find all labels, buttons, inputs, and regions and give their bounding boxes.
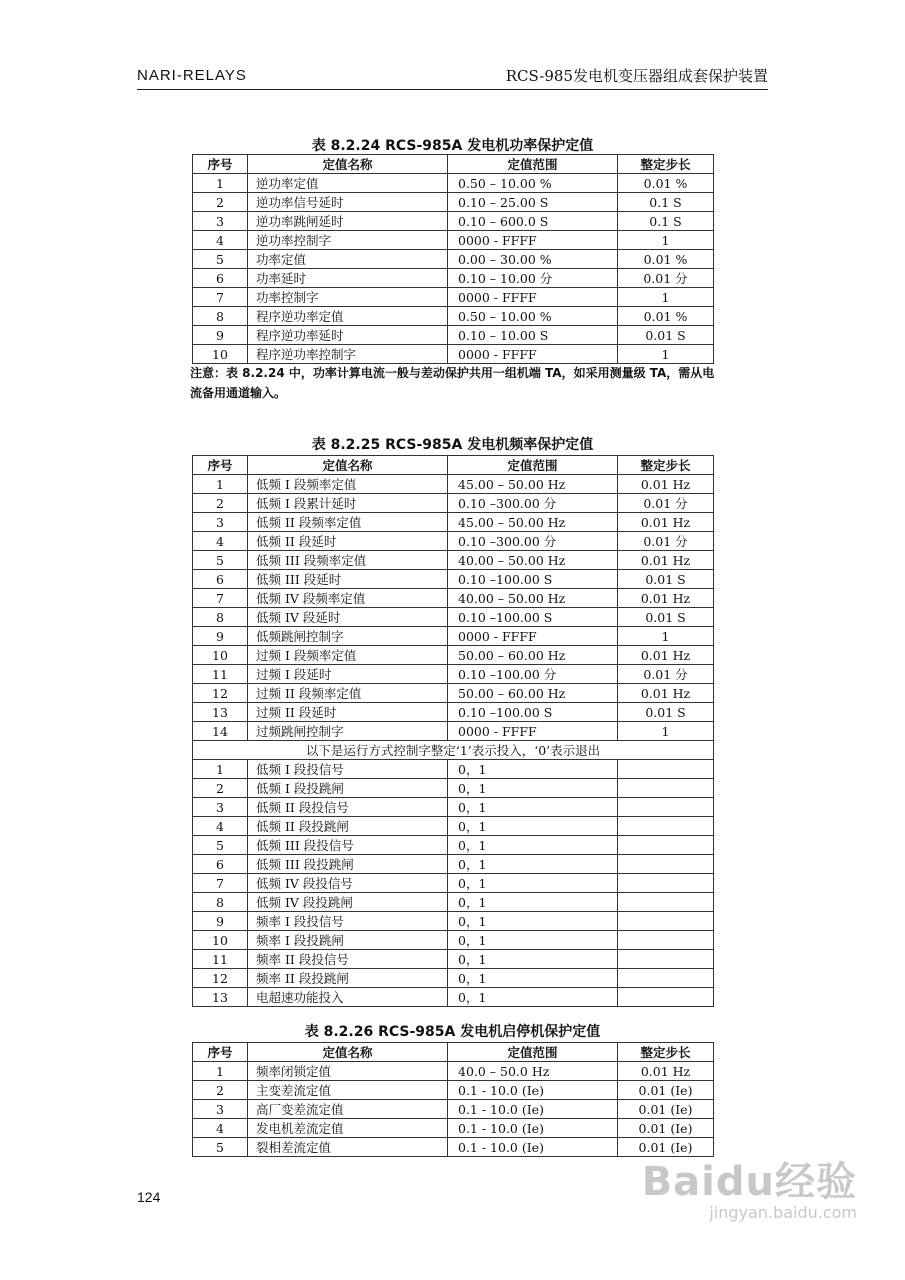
- cell-name: 低频 IV 段频率定值: [248, 589, 448, 608]
- table-row: [193, 174, 714, 193]
- cell-range: 0.10 – 600.0 S: [448, 212, 618, 231]
- cell-name: 过频 II 段频率定值: [248, 684, 448, 703]
- cell-step: [618, 931, 714, 950]
- table-row: [193, 779, 714, 798]
- cell-step: [618, 969, 714, 988]
- cell-step: 0.01 (Ie): [618, 1138, 714, 1157]
- watermark: [642, 1150, 857, 1222]
- cell-range: 45.00 – 50.00 Hz: [448, 475, 618, 494]
- cell-range: 0.1 - 10.0 (Ie): [448, 1138, 618, 1157]
- cell-name: 频率 I 段投跳闸: [248, 931, 448, 950]
- cell-index: 5: [193, 1138, 248, 1157]
- cell-index: 13: [193, 988, 248, 1007]
- cell-range: 0，1: [448, 855, 618, 874]
- cell-index: 8: [193, 893, 248, 912]
- cell-index: 14: [193, 722, 248, 741]
- table-row: [193, 836, 714, 855]
- column-header: 定值范围: [448, 1043, 618, 1062]
- cell-range: 0.10 –100.00 S: [448, 703, 618, 722]
- cell-index: 4: [193, 1119, 248, 1138]
- cell-range: 0，1: [448, 817, 618, 836]
- cell-range: 0.10 –100.00 S: [448, 608, 618, 627]
- cell-index: 7: [193, 288, 248, 307]
- cell-range: 0.00 – 30.00 %: [448, 250, 618, 269]
- column-header: 序号: [193, 1043, 248, 1062]
- cell-index: 3: [193, 798, 248, 817]
- table-row: [193, 193, 714, 212]
- column-header: 整定步长: [618, 456, 714, 475]
- cell-range: 0，1: [448, 950, 618, 969]
- table-row: [193, 231, 714, 250]
- table-start-stop-protection: [192, 1042, 714, 1157]
- table-row: [193, 1100, 714, 1119]
- header-row: [193, 456, 714, 475]
- cell-step: [618, 817, 714, 836]
- cell-index: 4: [193, 817, 248, 836]
- cell-step: 0.01 %: [618, 250, 714, 269]
- table-row: [193, 475, 714, 494]
- cell-index: 2: [193, 779, 248, 798]
- cell-step: 0.01 S: [618, 326, 714, 345]
- header-row: [193, 155, 714, 174]
- header-row: [193, 1043, 714, 1062]
- cell-name: 低频 II 段频率定值: [248, 513, 448, 532]
- table-row: [193, 570, 714, 589]
- table-row: [193, 912, 714, 931]
- cell-step: [618, 855, 714, 874]
- cell-index: 10: [193, 345, 248, 364]
- cell-index: 3: [193, 513, 248, 532]
- cell-step: 0.01 S: [618, 703, 714, 722]
- table-row: [193, 684, 714, 703]
- table-row: [193, 212, 714, 231]
- cell-range: 0，1: [448, 760, 618, 779]
- cell-range: 0000 - FFFF: [448, 288, 618, 307]
- cell-index: 8: [193, 608, 248, 627]
- cell-name: 低频 I 段累计延时: [248, 494, 448, 513]
- column-header: 定值范围: [448, 155, 618, 174]
- table-row: [193, 1119, 714, 1138]
- cell-range: 0.10 – 10.00 分: [448, 269, 618, 288]
- cell-range: 0.1 - 10.0 (Ie): [448, 1081, 618, 1100]
- cell-index: 4: [193, 532, 248, 551]
- cell-range: 0，1: [448, 988, 618, 1007]
- cell-index: 1: [193, 760, 248, 779]
- cell-index: 2: [193, 193, 248, 212]
- cell-step: 0.01 %: [618, 174, 714, 193]
- cell-range: 0000 - FFFF: [448, 722, 618, 741]
- cell-step: 1: [618, 345, 714, 364]
- table-row: [193, 589, 714, 608]
- cell-name: 低频 I 段投信号: [248, 760, 448, 779]
- header-right: RCS-985发电机变压器组成套保护装置: [505, 67, 768, 85]
- cell-range: 0.1 - 10.0 (Ie): [448, 1119, 618, 1138]
- table-row: [193, 855, 714, 874]
- cell-range: 0.10 –300.00 分: [448, 532, 618, 551]
- cell-name: 低频 IV 段投信号: [248, 874, 448, 893]
- cell-step: 0.01 (Ie): [618, 1081, 714, 1100]
- cell-range: 40.0 – 50.0 Hz: [448, 1062, 618, 1081]
- cell-range: 40.00 – 50.00 Hz: [448, 589, 618, 608]
- cell-index: 2: [193, 494, 248, 513]
- table-row: [193, 931, 714, 950]
- table1-caption: 表 8.2.24 RCS-985A 发电机功率保护定值: [311, 138, 594, 154]
- cell-step: [618, 836, 714, 855]
- table-row: [193, 969, 714, 988]
- cell-range: 0.10 –100.00 S: [448, 570, 618, 589]
- note: 注意：表 8.2.24 中，功率计算电流一般与差动保护共用一组机端 TA，如采用测量级 TA，需从电流备用通道输入。: [190, 366, 715, 400]
- cell-index: 4: [193, 231, 248, 250]
- column-header: 定值范围: [448, 456, 618, 475]
- table-power-protection: [192, 154, 714, 364]
- cell-index: 1: [193, 174, 248, 193]
- cell-index: 9: [193, 912, 248, 931]
- cell-name: 低频 III 段投信号: [248, 836, 448, 855]
- cell-step: 0.01 (Ie): [618, 1100, 714, 1119]
- cell-step: 0.01 分: [618, 532, 714, 551]
- cell-index: 8: [193, 307, 248, 326]
- merged-note-cell: 以下是运行方式控制字整定‘1’表示投入，‘0’表示退出: [193, 741, 714, 760]
- column-header: 整定步长: [618, 1043, 714, 1062]
- cell-name: 程序逆功率延时: [248, 326, 448, 345]
- cell-index: 11: [193, 665, 248, 684]
- table-row: [193, 1062, 714, 1081]
- cell-name: 过频 I 段频率定值: [248, 646, 448, 665]
- cell-name: 低频 II 段投跳闸: [248, 817, 448, 836]
- cell-step: 0.01 分: [618, 665, 714, 684]
- cell-name: 发电机差流定值: [248, 1119, 448, 1138]
- cell-name: 低频跳闸控制字: [248, 627, 448, 646]
- cell-step: 0.01 (Ie): [618, 1119, 714, 1138]
- cell-index: 1: [193, 475, 248, 494]
- cell-name: 低频 III 段投跳闸: [248, 855, 448, 874]
- table-row: [193, 627, 714, 646]
- table-row: [193, 250, 714, 269]
- cell-range: 0000 - FFFF: [448, 627, 618, 646]
- cell-name: 低频 II 段延时: [248, 532, 448, 551]
- cell-index: 5: [193, 551, 248, 570]
- cell-step: 1: [618, 288, 714, 307]
- cell-index: 5: [193, 250, 248, 269]
- cell-range: 45.00 – 50.00 Hz: [448, 513, 618, 532]
- cell-index: 2: [193, 1081, 248, 1100]
- cell-name: 功率定值: [248, 250, 448, 269]
- cell-step: 1: [618, 231, 714, 250]
- cell-index: 9: [193, 627, 248, 646]
- watermark-brand: Baidu经验: [641, 1159, 857, 1205]
- cell-range: 0.50 – 10.00 %: [448, 174, 618, 193]
- cell-index: 12: [193, 684, 248, 703]
- cell-step: [618, 874, 714, 893]
- table-row: [193, 532, 714, 551]
- cell-range: 50.00 – 60.00 Hz: [448, 684, 618, 703]
- cell-step: 0.1 S: [618, 212, 714, 231]
- cell-index: 7: [193, 589, 248, 608]
- cell-range: 0，1: [448, 893, 618, 912]
- table-row: [193, 665, 714, 684]
- cell-step: 0.01 Hz: [618, 684, 714, 703]
- table-row: [193, 950, 714, 969]
- cell-index: 3: [193, 212, 248, 231]
- cell-range: 0.10 –300.00 分: [448, 494, 618, 513]
- cell-range: 50.00 – 60.00 Hz: [448, 646, 618, 665]
- table-frequency-protection: [192, 455, 714, 1007]
- cell-range: 0.10 – 25.00 S: [448, 193, 618, 212]
- cell-range: 0000 - FFFF: [448, 231, 618, 250]
- table-row: [193, 988, 714, 1007]
- cell-range: 0000 - FFFF: [448, 345, 618, 364]
- cell-name: 低频 I 段频率定值: [248, 475, 448, 494]
- watermark-url: jingyan.baidu.com: [709, 1203, 857, 1222]
- cell-name: 功率延时: [248, 269, 448, 288]
- cell-name: 逆功率信号延时: [248, 193, 448, 212]
- cell-step: 0.01 Hz: [618, 1062, 714, 1081]
- cell-name: 频率 I 段投信号: [248, 912, 448, 931]
- cell-step: [618, 798, 714, 817]
- column-header: 定值名称: [248, 155, 448, 174]
- cell-step: 0.01 分: [618, 494, 714, 513]
- cell-step: 0.01 %: [618, 307, 714, 326]
- table-row: [193, 646, 714, 665]
- table-row: [193, 326, 714, 345]
- cell-range: 0，1: [448, 798, 618, 817]
- table-row: [193, 345, 714, 364]
- header-left: NARI-RELAYS: [137, 67, 247, 84]
- cell-range: 0，1: [448, 874, 618, 893]
- table-row: [193, 798, 714, 817]
- cell-name: 程序逆功率定值: [248, 307, 448, 326]
- cell-name: 频率 II 段投信号: [248, 950, 448, 969]
- cell-name: 低频 II 段投信号: [248, 798, 448, 817]
- cell-index: 12: [193, 969, 248, 988]
- table-row: [193, 760, 714, 779]
- table2-caption: 表 8.2.25 RCS-985A 发电机频率保护定值: [311, 437, 594, 453]
- cell-range: 0.1 - 10.0 (Ie): [448, 1100, 618, 1119]
- cell-step: [618, 760, 714, 779]
- table-row: [193, 307, 714, 326]
- cell-range: 0，1: [448, 912, 618, 931]
- cell-step: 0.1 S: [618, 193, 714, 212]
- table-row: [193, 513, 714, 532]
- cell-step: 0.01 S: [618, 608, 714, 627]
- cell-step: [618, 988, 714, 1007]
- cell-name: 裂相差流定值: [248, 1138, 448, 1157]
- cell-name: 低频 III 段频率定值: [248, 551, 448, 570]
- cell-index: 9: [193, 326, 248, 345]
- table-row: [193, 722, 714, 741]
- cell-name: 频率闭锁定值: [248, 1062, 448, 1081]
- page-number: 124: [137, 1189, 161, 1205]
- table-row: [193, 817, 714, 836]
- cell-index: 10: [193, 646, 248, 665]
- cell-index: 7: [193, 874, 248, 893]
- column-header: 整定步长: [618, 155, 714, 174]
- cell-step: 0.01 Hz: [618, 646, 714, 665]
- cell-range: 0.10 –100.00 分: [448, 665, 618, 684]
- cell-step: 0.01 Hz: [618, 551, 714, 570]
- cell-name: 过频 I 段延时: [248, 665, 448, 684]
- cell-name: 过频跳闸控制字: [248, 722, 448, 741]
- cell-index: 1: [193, 1062, 248, 1081]
- header-divider: [137, 89, 768, 90]
- table-row: [193, 288, 714, 307]
- cell-name: 逆功率控制字: [248, 231, 448, 250]
- table-row: [193, 608, 714, 627]
- cell-index: 6: [193, 855, 248, 874]
- table-row: [193, 703, 714, 722]
- cell-range: 0，1: [448, 779, 618, 798]
- column-header: 定值名称: [248, 1043, 448, 1062]
- cell-name: 低频 I 段投跳闸: [248, 779, 448, 798]
- cell-name: 逆功率跳闸延时: [248, 212, 448, 231]
- column-header: 序号: [193, 155, 248, 174]
- table-row: [193, 874, 714, 893]
- cell-index: 5: [193, 836, 248, 855]
- cell-step: [618, 912, 714, 931]
- cell-step: 1: [618, 722, 714, 741]
- cell-step: 0.01 Hz: [618, 513, 714, 532]
- cell-step: 0.01 分: [618, 269, 714, 288]
- table-row: [193, 1081, 714, 1100]
- cell-name: 程序逆功率控制字: [248, 345, 448, 364]
- cell-name: 过频 II 段延时: [248, 703, 448, 722]
- table-row: [193, 269, 714, 288]
- cell-step: 0.01 Hz: [618, 589, 714, 608]
- cell-index: 10: [193, 931, 248, 950]
- table-row: [193, 494, 714, 513]
- cell-name: 低频 IV 段延时: [248, 608, 448, 627]
- cell-name: 低频 IV 段投跳闸: [248, 893, 448, 912]
- cell-name: 频率 II 段投跳闸: [248, 969, 448, 988]
- cell-range: 0，1: [448, 969, 618, 988]
- cell-name: 电超速功能投入: [248, 988, 448, 1007]
- table3-caption: 表 8.2.26 RCS-985A 发电机启停机保护定值: [304, 1024, 601, 1040]
- cell-step: [618, 779, 714, 798]
- cell-name: 主变差流定值: [248, 1081, 448, 1100]
- table-row-merged: [193, 741, 714, 760]
- cell-name: 低频 III 段延时: [248, 570, 448, 589]
- table-row: [193, 551, 714, 570]
- cell-index: 6: [193, 269, 248, 288]
- cell-name: 高厂变差流定值: [248, 1100, 448, 1119]
- cell-step: 1: [618, 627, 714, 646]
- table-row: [193, 1138, 714, 1157]
- cell-range: 0，1: [448, 931, 618, 950]
- column-header: 序号: [193, 456, 248, 475]
- cell-step: 0.01 Hz: [618, 475, 714, 494]
- cell-step: [618, 893, 714, 912]
- cell-step: [618, 950, 714, 969]
- cell-range: 0，1: [448, 836, 618, 855]
- column-header: 定值名称: [248, 456, 448, 475]
- cell-index: 3: [193, 1100, 248, 1119]
- cell-index: 11: [193, 950, 248, 969]
- cell-index: 6: [193, 570, 248, 589]
- cell-range: 0.10 – 10.00 S: [448, 326, 618, 345]
- cell-name: 逆功率定值: [248, 174, 448, 193]
- table-row: [193, 893, 714, 912]
- cell-range: 40.00 – 50.00 Hz: [448, 551, 618, 570]
- cell-step: 0.01 S: [618, 570, 714, 589]
- cell-name: 功率控制字: [248, 288, 448, 307]
- cell-index: 13: [193, 703, 248, 722]
- cell-range: 0.50 – 10.00 %: [448, 307, 618, 326]
